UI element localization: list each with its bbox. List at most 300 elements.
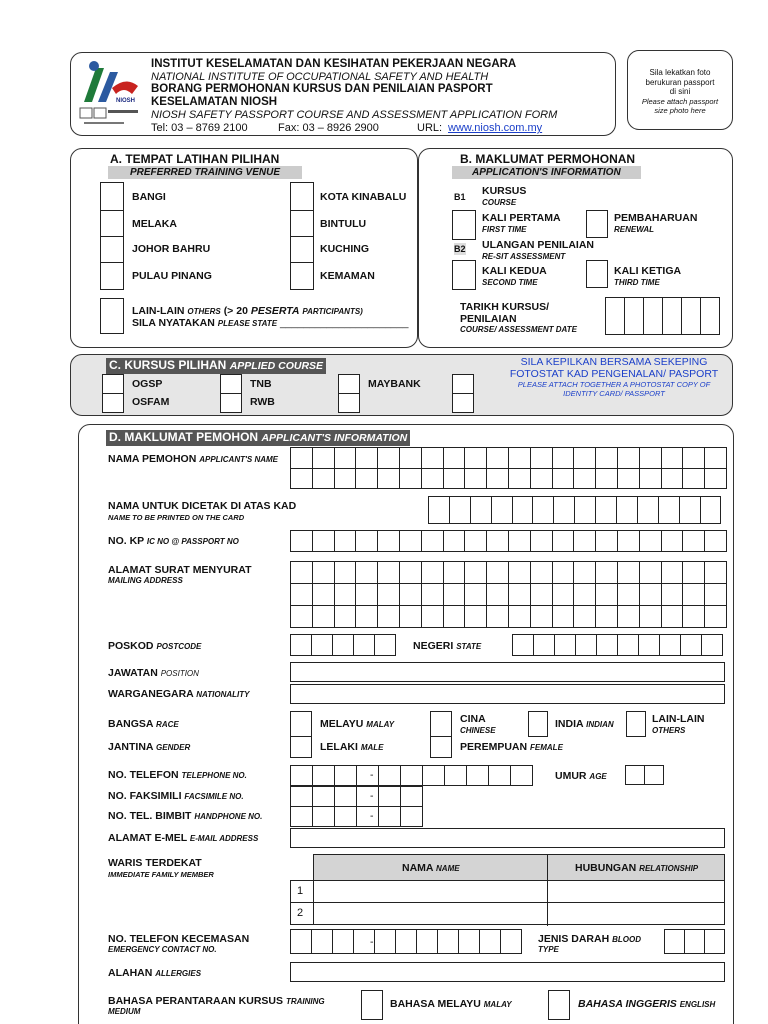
- address-cells-row-3[interactable]: [290, 605, 726, 628]
- emergency-cells[interactable]: [290, 929, 521, 954]
- header-url-link[interactable]: www.niosh.com.my: [448, 122, 543, 134]
- char-cell[interactable]: [355, 605, 378, 628]
- char-cell[interactable]: [311, 634, 333, 656]
- char-cell[interactable]: [421, 561, 444, 584]
- medium-english-checkbox[interactable]: [548, 990, 570, 1020]
- char-cell[interactable]: [449, 496, 471, 524]
- char-cell[interactable]: [428, 496, 450, 524]
- char-cell[interactable]: [464, 468, 487, 489]
- char-cell[interactable]: [443, 583, 466, 606]
- section-b-title: B. MAKLUMAT PERMOHONAN: [460, 152, 636, 166]
- char-cell[interactable]: [355, 583, 378, 606]
- kin-rel-divider: [547, 880, 548, 925]
- char-cell[interactable]: [573, 561, 596, 584]
- char-cell[interactable]: [552, 561, 575, 584]
- char-cell[interactable]: [486, 468, 509, 489]
- course-date-label-1: TARIKH KURSUS/: [460, 301, 550, 313]
- char-cell[interactable]: [416, 929, 438, 954]
- gender-label: JANTINA GENDER: [108, 741, 191, 753]
- char-cell[interactable]: [290, 786, 313, 807]
- address-cells-row-1[interactable]: [290, 561, 726, 584]
- venue-bangi-checkbox[interactable]: [100, 182, 124, 212]
- char-cell[interactable]: [421, 605, 444, 628]
- char-cell[interactable]: [334, 561, 357, 584]
- char-cell[interactable]: [355, 561, 378, 584]
- age-cells[interactable]: [625, 765, 663, 785]
- char-cell[interactable]: [704, 468, 727, 489]
- venue-penang-label: PULAU PINANG: [132, 270, 212, 282]
- allergies-field[interactable]: [290, 962, 725, 982]
- char-cell[interactable]: [573, 583, 596, 606]
- char-cell[interactable]: [639, 468, 662, 489]
- char-cell[interactable]: [464, 583, 487, 606]
- char-cell[interactable]: [639, 605, 662, 628]
- char-cell[interactable]: [356, 765, 379, 786]
- char-cell[interactable]: [573, 605, 596, 628]
- card-name-cells[interactable]: [428, 496, 720, 524]
- b1-label: B1: [454, 192, 466, 202]
- third-time-checkbox[interactable]: [586, 260, 608, 288]
- char-cell[interactable]: [595, 561, 618, 584]
- char-cell[interactable]: [596, 634, 618, 656]
- kin-row-1[interactable]: [290, 880, 725, 903]
- first-time-label-en: FIRST TIME: [482, 225, 527, 234]
- char-cell[interactable]: [443, 468, 466, 489]
- char-cell[interactable]: [617, 583, 640, 606]
- char-cell[interactable]: [617, 605, 640, 628]
- char-cell[interactable]: [374, 634, 396, 656]
- header-url-label: URL:: [417, 122, 443, 134]
- course-date-label-2: PENILAIAN: [460, 313, 517, 325]
- char-cell[interactable]: [355, 468, 378, 489]
- photo-en-1: Please attach passport: [641, 96, 719, 106]
- char-cell[interactable]: [377, 447, 400, 469]
- dash-emergency: -: [370, 936, 374, 948]
- course-blank-checkbox-2[interactable]: [452, 374, 474, 394]
- char-cell[interactable]: [464, 561, 487, 584]
- char-cell[interactable]: [595, 468, 618, 489]
- char-cell[interactable]: [617, 530, 640, 552]
- char-cell[interactable]: [512, 634, 534, 656]
- char-cell[interactable]: [575, 634, 597, 656]
- char-cell[interactable]: [400, 806, 423, 827]
- char-cell[interactable]: [353, 634, 375, 656]
- kin-row-2-number: 2: [297, 907, 304, 919]
- char-cell[interactable]: [595, 605, 618, 628]
- venue-others-checkbox[interactable]: [100, 298, 124, 334]
- char-cell[interactable]: [290, 806, 313, 827]
- venue-kuching-label: KUCHING: [320, 243, 369, 255]
- char-cell[interactable]: [290, 605, 313, 628]
- char-cell[interactable]: [701, 634, 723, 656]
- institute-title: INSTITUT KESELAMATAN DAN KESIHATAN PEKERJAAN NEGARA: [151, 58, 517, 70]
- medium-malay-checkbox[interactable]: [361, 990, 383, 1020]
- venue-melaka-label: MELAKA: [132, 218, 177, 230]
- course-blank-checkbox-3[interactable]: [452, 393, 474, 413]
- nationality-field[interactable]: [290, 684, 725, 704]
- char-cell[interactable]: [421, 447, 444, 469]
- char-cell[interactable]: [290, 583, 313, 606]
- char-cell[interactable]: [399, 561, 422, 584]
- char-cell[interactable]: [334, 786, 357, 807]
- second-time-label-en: SECOND TIME: [482, 278, 538, 287]
- char-cell[interactable]: [573, 530, 596, 552]
- header-tel: Tel: 03 – 8769 2100: [151, 122, 248, 134]
- char-cell[interactable]: [355, 447, 378, 469]
- postcode-cells[interactable]: [290, 634, 395, 656]
- char-cell[interactable]: [334, 447, 357, 469]
- char-cell[interactable]: [680, 634, 702, 656]
- course-osfam-checkbox[interactable]: [102, 393, 124, 413]
- char-cell[interactable]: [312, 530, 335, 552]
- char-cell[interactable]: [479, 929, 501, 954]
- char-cell[interactable]: [616, 496, 638, 524]
- course-maybank-checkbox[interactable]: [338, 374, 360, 394]
- char-cell[interactable]: [508, 530, 531, 552]
- char-cell[interactable]: [443, 530, 466, 552]
- char-cell[interactable]: [486, 583, 509, 606]
- char-cell[interactable]: [530, 561, 553, 584]
- char-cell[interactable]: [682, 447, 705, 469]
- venue-others-line-1: LAIN-LAIN OTHERS (> 20 PESERTA PARTICIPANTS): [132, 305, 363, 317]
- char-cell[interactable]: [290, 561, 313, 584]
- char-cell[interactable]: [464, 605, 487, 628]
- char-cell[interactable]: [334, 530, 357, 552]
- char-cell[interactable]: [395, 929, 417, 954]
- char-cell[interactable]: [377, 468, 400, 489]
- char-cell[interactable]: [574, 496, 596, 524]
- char-cell[interactable]: [704, 583, 727, 606]
- char-cell[interactable]: [421, 468, 444, 489]
- venue-kuching-checkbox[interactable]: [290, 236, 314, 264]
- course-ogsp-checkbox[interactable]: [102, 374, 124, 394]
- char-cell[interactable]: [443, 561, 466, 584]
- char-cell[interactable]: [312, 447, 335, 469]
- char-cell[interactable]: [639, 530, 662, 552]
- niosh-logo: [78, 58, 142, 130]
- header-fax: Fax: 03 – 8926 2900: [278, 122, 379, 134]
- char-cell[interactable]: [377, 530, 400, 552]
- course-tnb-checkbox[interactable]: [220, 374, 242, 394]
- char-cell[interactable]: [312, 605, 335, 628]
- niosh-logo-icon: [78, 58, 142, 130]
- section-b-subtitle: APPLICATION'S INFORMATION: [452, 166, 641, 179]
- venue-melaka-checkbox[interactable]: [100, 210, 124, 238]
- char-cell[interactable]: [356, 786, 379, 807]
- char-cell[interactable]: [399, 530, 422, 552]
- char-cell[interactable]: [399, 447, 422, 469]
- second-time-checkbox[interactable]: [452, 260, 476, 290]
- telephone-cells[interactable]: [290, 765, 532, 786]
- venue-kk-checkbox[interactable]: [290, 182, 314, 212]
- course-date-label-en: COURSE/ ASSESSMENT DATE: [460, 325, 577, 334]
- char-cell[interactable]: [290, 530, 313, 552]
- email-field[interactable]: [290, 828, 725, 848]
- blood-label-en-2: TYPE: [538, 945, 559, 954]
- course-label-en: COURSE: [482, 198, 517, 207]
- position-field[interactable]: [290, 662, 725, 682]
- char-cell[interactable]: [311, 929, 333, 954]
- attach-note-2: FOTOSTAT KAD PENGENALAN/ PASPORT: [509, 368, 719, 380]
- char-cell[interactable]: [312, 806, 335, 827]
- char-cell[interactable]: [704, 447, 727, 469]
- char-cell[interactable]: [400, 765, 423, 786]
- char-cell[interactable]: [552, 583, 575, 606]
- gender-male-checkbox[interactable]: [290, 736, 312, 758]
- applicant-name-cells-row-2[interactable]: [290, 468, 726, 489]
- char-cell[interactable]: [312, 468, 335, 489]
- char-cell[interactable]: [553, 496, 575, 524]
- char-cell[interactable]: [552, 468, 575, 489]
- char-cell[interactable]: [552, 447, 575, 469]
- venue-bintulu-checkbox[interactable]: [290, 210, 314, 238]
- course-maybank-label: MAYBANK: [368, 378, 421, 390]
- char-cell[interactable]: [377, 583, 400, 606]
- char-cell[interactable]: [377, 605, 400, 628]
- char-cell[interactable]: [552, 530, 575, 552]
- ic-cells[interactable]: [290, 530, 726, 552]
- char-cell[interactable]: [704, 605, 727, 628]
- kin-name-header: NAMA NAME: [402, 862, 460, 874]
- char-cell[interactable]: [682, 561, 705, 584]
- venue-penang-checkbox[interactable]: [100, 262, 124, 290]
- card-name-label: NAMA UNTUK DICETAK DI ATAS KAD: [108, 500, 297, 512]
- char-cell[interactable]: [290, 765, 313, 786]
- char-cell[interactable]: [443, 605, 466, 628]
- form-title-2: KESELAMATAN NIOSH: [151, 96, 278, 108]
- first-time-label: KALI PERTAMA: [482, 212, 561, 224]
- char-cell[interactable]: [290, 468, 313, 489]
- race-indian-checkbox[interactable]: [528, 711, 548, 737]
- blood-type-cells[interactable]: [664, 929, 724, 954]
- race-chinese-checkbox[interactable]: [430, 711, 452, 737]
- char-cell[interactable]: [573, 447, 596, 469]
- char-cell[interactable]: [512, 496, 534, 524]
- venue-kemaman-label: KEMAMAN: [320, 270, 375, 282]
- char-cell[interactable]: [661, 468, 684, 489]
- char-cell[interactable]: [595, 583, 618, 606]
- char-cell[interactable]: [508, 583, 531, 606]
- char-cell[interactable]: [530, 605, 553, 628]
- char-cell[interactable]: [444, 765, 467, 786]
- char-cell[interactable]: [378, 786, 401, 807]
- char-cell[interactable]: [617, 447, 640, 469]
- char-cell[interactable]: [334, 605, 357, 628]
- kin-row-2[interactable]: [290, 902, 725, 925]
- emergency-label-en: EMERGENCY CONTACT NO.: [108, 945, 217, 954]
- venue-kk-label: KOTA KINABALU: [320, 191, 407, 203]
- char-cell[interactable]: [510, 765, 533, 786]
- char-cell[interactable]: [573, 468, 596, 489]
- char-cell[interactable]: [334, 468, 357, 489]
- char-cell[interactable]: [617, 561, 640, 584]
- char-cell[interactable]: [332, 929, 354, 954]
- char-cell[interactable]: [682, 605, 705, 628]
- course-date-cells[interactable]: [605, 297, 719, 335]
- char-cell[interactable]: [659, 634, 681, 656]
- state-label: NEGERI STATE: [413, 640, 482, 652]
- char-cell[interactable]: [378, 765, 401, 786]
- char-cell[interactable]: [374, 929, 396, 954]
- char-cell[interactable]: [658, 496, 680, 524]
- course-rwb-checkbox[interactable]: [220, 393, 242, 413]
- char-cell[interactable]: [617, 468, 640, 489]
- char-cell[interactable]: [704, 530, 727, 552]
- attach-ic-note: [496, 356, 732, 398]
- third-time-label: KALI KETIGA: [614, 265, 682, 277]
- char-cell[interactable]: [486, 561, 509, 584]
- applicant-name-cells-row-1[interactable]: [290, 447, 726, 469]
- char-cell[interactable]: [312, 583, 335, 606]
- char-cell[interactable]: [530, 583, 553, 606]
- char-cell[interactable]: [334, 583, 357, 606]
- race-malay-checkbox[interactable]: [290, 711, 312, 737]
- char-cell[interactable]: [508, 447, 531, 469]
- char-cell[interactable]: [661, 530, 684, 552]
- venue-kemaman-checkbox[interactable]: [290, 262, 314, 290]
- char-cell[interactable]: [312, 561, 335, 584]
- char-cell[interactable]: [437, 929, 459, 954]
- char-cell[interactable]: [661, 605, 684, 628]
- char-cell[interactable]: [500, 929, 522, 954]
- course-rwb-label: RWB: [250, 396, 275, 408]
- char-cell[interactable]: [421, 530, 444, 552]
- state-cells[interactable]: [512, 634, 722, 656]
- char-cell[interactable]: [399, 605, 422, 628]
- course-blank-checkbox-1[interactable]: [338, 393, 360, 413]
- char-cell[interactable]: [533, 634, 555, 656]
- dash-tel: -: [370, 769, 374, 781]
- char-cell[interactable]: [290, 634, 312, 656]
- char-cell[interactable]: [290, 447, 313, 469]
- form-title-en: NIOSH SAFETY PASSPORT COURSE AND ASSESSMENT APPLICATION FORM: [151, 109, 558, 121]
- course-ogsp-label: OGSP: [132, 378, 163, 390]
- char-cell[interactable]: [399, 468, 422, 489]
- char-cell[interactable]: [661, 447, 684, 469]
- telephone-label: NO. TELEFON TELEPHONE NO.: [108, 769, 247, 781]
- char-cell[interactable]: [421, 583, 444, 606]
- char-cell[interactable]: [508, 561, 531, 584]
- char-cell[interactable]: [486, 530, 509, 552]
- char-cell[interactable]: [595, 530, 618, 552]
- char-cell[interactable]: [443, 447, 466, 469]
- char-cell[interactable]: [486, 447, 509, 469]
- char-cell[interactable]: [355, 530, 378, 552]
- char-cell[interactable]: [530, 530, 553, 552]
- char-cell[interactable]: [334, 765, 357, 786]
- char-cell[interactable]: [682, 468, 705, 489]
- institute-title-en: NATIONAL INSTITUTE OF OCCUPATIONAL SAFETY AND HEALTH: [151, 71, 489, 83]
- char-cell[interactable]: [488, 765, 511, 786]
- char-cell[interactable]: [508, 468, 531, 489]
- gender-male-label: LELAKI MALE: [320, 741, 384, 753]
- char-cell[interactable]: [399, 583, 422, 606]
- char-cell[interactable]: [290, 929, 312, 954]
- kin-label-en: IMMEDIATE FAMILY MEMBER: [108, 870, 214, 879]
- kin-label: WARIS TERDEKAT: [108, 857, 202, 869]
- medium-label: BAHASA PERANTARAAN KURSUS TRAINING: [108, 995, 325, 1007]
- venue-johor-label: JOHOR BAHRU: [132, 243, 211, 255]
- char-cell[interactable]: [639, 561, 662, 584]
- char-cell[interactable]: [334, 806, 357, 827]
- char-cell[interactable]: [530, 468, 553, 489]
- char-cell[interactable]: [464, 530, 487, 552]
- char-cell[interactable]: [638, 634, 660, 656]
- char-cell[interactable]: [679, 496, 701, 524]
- section-c-title: C. KURSUS PILIHAN APPLIED COURSE: [106, 358, 326, 374]
- renewal-label: PEMBAHARUAN: [614, 212, 698, 224]
- char-cell[interactable]: [639, 447, 662, 469]
- char-cell[interactable]: [486, 605, 509, 628]
- char-cell[interactable]: [682, 530, 705, 552]
- age-label: UMUR AGE: [555, 770, 607, 782]
- emergency-label: NO. TELEFON KECEMASAN: [108, 933, 250, 945]
- char-cell[interactable]: [661, 561, 684, 584]
- gender-female-checkbox[interactable]: [430, 736, 452, 758]
- race-chinese-label: CINA: [460, 713, 486, 725]
- char-cell[interactable]: [532, 496, 554, 524]
- renewal-checkbox[interactable]: [586, 210, 608, 238]
- email-label: ALAMAT E-MEL E-MAIL ADDRESS: [108, 832, 259, 844]
- char-cell[interactable]: [312, 786, 335, 807]
- race-others-checkbox[interactable]: [626, 711, 646, 737]
- section-d-title: D. MAKLUMAT PEMOHON APPLICANT'S INFORMATION: [106, 430, 410, 446]
- char-cell[interactable]: [466, 765, 489, 786]
- char-cell[interactable]: [377, 561, 400, 584]
- char-cell[interactable]: [700, 496, 722, 524]
- mobile-cells[interactable]: [290, 806, 422, 827]
- char-cell[interactable]: [356, 806, 379, 827]
- char-cell[interactable]: [595, 496, 617, 524]
- char-cell[interactable]: [508, 605, 531, 628]
- second-time-label: KALI KEDUA: [482, 265, 547, 277]
- first-time-checkbox[interactable]: [452, 210, 476, 240]
- char-cell[interactable]: [400, 786, 423, 807]
- char-cell[interactable]: [617, 634, 639, 656]
- photo-instructions: [627, 68, 733, 116]
- fax-cells[interactable]: [290, 786, 422, 807]
- course-tnb-label: TNB: [250, 378, 272, 390]
- char-cell[interactable]: [639, 583, 662, 606]
- char-cell[interactable]: [422, 765, 445, 786]
- char-cell[interactable]: [682, 583, 705, 606]
- char-cell[interactable]: [378, 806, 401, 827]
- venue-bangi-label: BANGI: [132, 191, 166, 203]
- attach-note-1: SILA KEPILKAN BERSAMA SEKEPING: [520, 356, 708, 368]
- char-cell[interactable]: [595, 447, 618, 469]
- applicant-name-label: NAMA PEMOHON APPLICANT'S NAME: [108, 453, 278, 465]
- char-cell[interactable]: [704, 561, 727, 584]
- char-cell[interactable]: [458, 929, 480, 954]
- char-cell[interactable]: [332, 634, 354, 656]
- char-cell[interactable]: [464, 447, 487, 469]
- race-malay-label: MELAYU MALAY: [320, 718, 395, 730]
- mobile-label: NO. TEL. BIMBIT HANDPHONE NO.: [108, 810, 263, 822]
- char-cell[interactable]: [470, 496, 492, 524]
- ic-label: NO. KP IC NO @ PASSPORT NO: [108, 535, 239, 547]
- char-cell[interactable]: [661, 583, 684, 606]
- char-cell[interactable]: [552, 605, 575, 628]
- medium-english-label: BAHASA INGGERIS ENGLISH: [578, 998, 716, 1010]
- char-cell[interactable]: [491, 496, 513, 524]
- address-cells-row-2[interactable]: [290, 583, 726, 606]
- char-cell[interactable]: [530, 447, 553, 469]
- char-cell[interactable]: [637, 496, 659, 524]
- venue-johor-checkbox[interactable]: [100, 236, 124, 264]
- char-cell[interactable]: [554, 634, 576, 656]
- fax-label: NO. FAKSIMILI FACSIMILE NO.: [108, 790, 244, 802]
- char-cell[interactable]: [312, 765, 335, 786]
